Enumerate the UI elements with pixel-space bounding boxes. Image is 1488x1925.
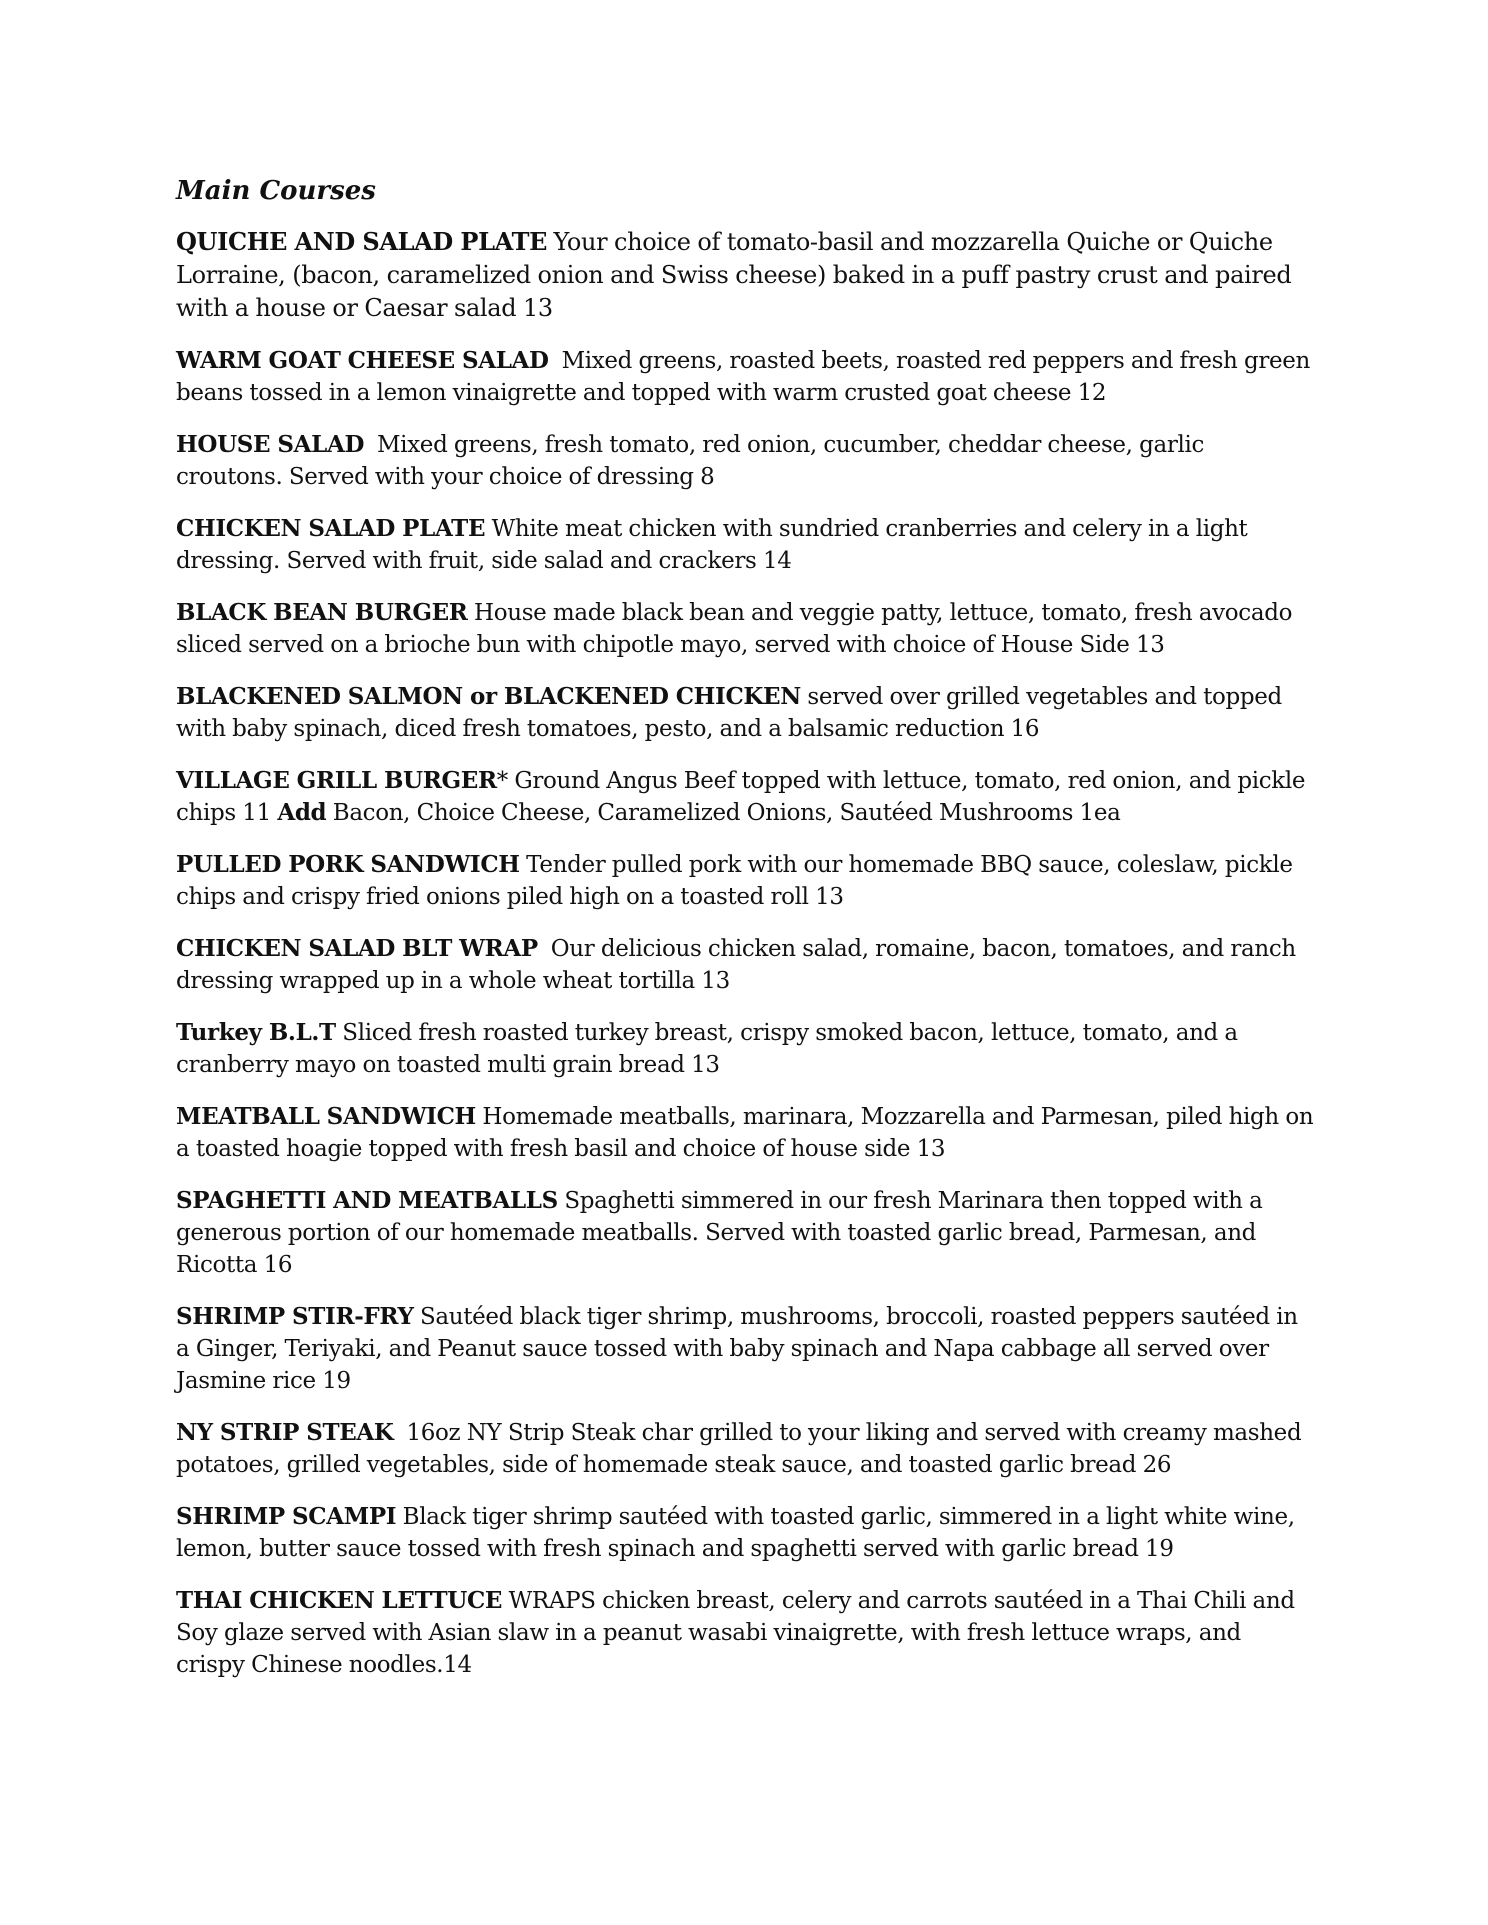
menu-item-village-grill-burger — [176, 765, 1316, 829]
menu-item-name: SHRIMP SCAMPI — [176, 1503, 397, 1530]
menu-item-description: Mixed greens, roasted beets, roasted red peppers and fresh green beans tossed in a lemon vinaigrette and topped with warm crusted goat cheese 12 — [176, 348, 1310, 406]
menu-item-black-bean-burger — [176, 597, 1316, 661]
menu-item-name: HOUSE SALAD — [176, 431, 365, 458]
menu-item-description: Mixed greens, fresh tomato, red onion, cucumber, cheddar cheese, garlic croutons. Served with your choice of dressing 8 — [176, 432, 1205, 490]
menu-item-name: QUICHE AND SALAD PLATE — [176, 227, 548, 256]
menu-item-chicken-salad-blt-wrap — [176, 933, 1316, 997]
menu-item-spaghetti-and-meatballs — [176, 1185, 1316, 1281]
add-ons-description: Bacon, Choice Cheese, Caramelized Onions, Sautéed Mushrooms 1ea — [332, 800, 1121, 826]
menu-item-chicken-salad-plate — [176, 513, 1316, 577]
menu-item-name: SPAGHETTI AND MEATBALLS — [176, 1187, 558, 1214]
add-ons-label: Add — [277, 799, 327, 826]
menu-item-turkey-blt — [176, 1017, 1316, 1081]
menu-item-description: 16oz NY Strip Steak char grilled to your liking and served with creamy mashed potatoes, grilled vegetables, side of homemade steak sauce, and toasted garlic bread 26 — [176, 1420, 1302, 1478]
menu-item-name: VILLAGE GRILL BURGER — [176, 767, 497, 794]
menu-item-description: Our delicious chicken salad, romaine, bacon, tomatoes, and ranch dressing wrapped up in a whole wheat tortilla 13 — [176, 936, 1296, 994]
menu-item-name: CHICKEN SALAD BLT WRAP — [176, 935, 538, 962]
menu-item-meatball-sandwich — [176, 1101, 1316, 1165]
menu-item-description: White meat chicken with sundried cranberries and celery in a light dressing. Served with fruit, side salad and crackers 14 — [176, 516, 1248, 574]
menu-item-description: Sliced fresh roasted turkey breast, crispy smoked bacon, lettuce, tomato, and a cranberry mayo on toasted multi grain bread 13 — [176, 1020, 1238, 1078]
menu-item-ny-strip-steak — [176, 1417, 1316, 1481]
menu-item-blackened-salmon-or-chicken — [176, 681, 1316, 745]
menu-page — [176, 176, 1316, 1701]
menu-item-quiche-and-salad-plate — [176, 226, 1316, 325]
menu-item-name: WARM GOAT CHEESE SALAD — [176, 347, 549, 374]
menu-item-name: Turkey B.L.T — [176, 1019, 336, 1046]
menu-item-description: Your choice of tomato-basil and mozzarella Quiche or Quiche Lorraine, (bacon, caramelized onion and Swiss cheese) baked in a puff pastry crust and paired with a house or Caesar salad 13 — [176, 228, 1292, 322]
menu-item-description: WRAPS chicken breast, celery and carrots sautéed in a Thai Chili and Soy glaze served with Asian slaw in a peanut wasabi vinaigrette, with fresh lettuce wraps, and crispy Chinese noodles.14 — [176, 1588, 1295, 1678]
menu-item-description: Spaghetti simmered in our fresh Marinara then topped with a generous portion of our homemade meatballs. Served with toasted garlic bread, Parmesan, and Ricotta 16 — [176, 1188, 1263, 1278]
menu-item-description: * Ground Angus Beef topped with lettuce, tomato, red onion, and pickle chips 11 — [176, 768, 1306, 826]
menu-item-description: House made black bean and veggie patty, lettuce, tomato, fresh avocado sliced served on a brioche bun with chipotle mayo, served with choice of House Side 13 — [176, 600, 1293, 658]
menu-item-thai-chicken-lettuce-wraps — [176, 1585, 1316, 1681]
menu-item-house-salad — [176, 429, 1316, 493]
menu-item-description: served over grilled vegetables and topped with baby spinach, diced fresh tomatoes, pesto, and a balsamic reduction 16 — [176, 684, 1282, 742]
menu-item-pulled-pork-sandwich — [176, 849, 1316, 913]
section-title: Main Courses — [176, 176, 376, 206]
menu-item-name: BLACKENED SALMON or BLACKENED CHICKEN — [176, 683, 801, 710]
menu-item-shrimp-stir-fry — [176, 1301, 1316, 1397]
menu-item-warm-goat-cheese-salad — [176, 345, 1316, 409]
menu-item-description: Tender pulled pork with our homemade BBQ sauce, coleslaw, pickle chips and crispy fried onions piled high on a toasted roll 13 — [176, 852, 1293, 910]
menu-item-name: NY STRIP STEAK — [176, 1419, 394, 1446]
menu-item-name: CHICKEN SALAD PLATE — [176, 515, 486, 542]
menu-item-name: THAI CHICKEN LETTUCE — [176, 1587, 503, 1614]
menu-item-description: Black tiger shrimp sautéed with toasted garlic, simmered in a light white wine, lemon, butter sauce tossed with fresh spinach and spaghetti served with garlic bread 19 — [176, 1504, 1295, 1562]
menu-item-name: BLACK BEAN BURGER — [176, 599, 468, 626]
menu-item-description: Homemade meatballs, marinara, Mozzarella and Parmesan, piled high on a toasted hoagie topped with fresh basil and choice of house side 13 — [176, 1104, 1314, 1162]
menu-item-description: Sautéed black tiger shrimp, mushrooms, broccoli, roasted peppers sautéed in a Ginger, Teriyaki, and Peanut sauce tossed with baby spinach and Napa cabbage all served over Jasmine rice 19 — [176, 1304, 1298, 1394]
menu-item-name: PULLED PORK SANDWICH — [176, 851, 520, 878]
menu-item-name: MEATBALL SANDWICH — [176, 1103, 476, 1130]
menu-item-name: SHRIMP STIR-FRY — [176, 1303, 414, 1330]
menu-item-shrimp-scampi — [176, 1501, 1316, 1565]
